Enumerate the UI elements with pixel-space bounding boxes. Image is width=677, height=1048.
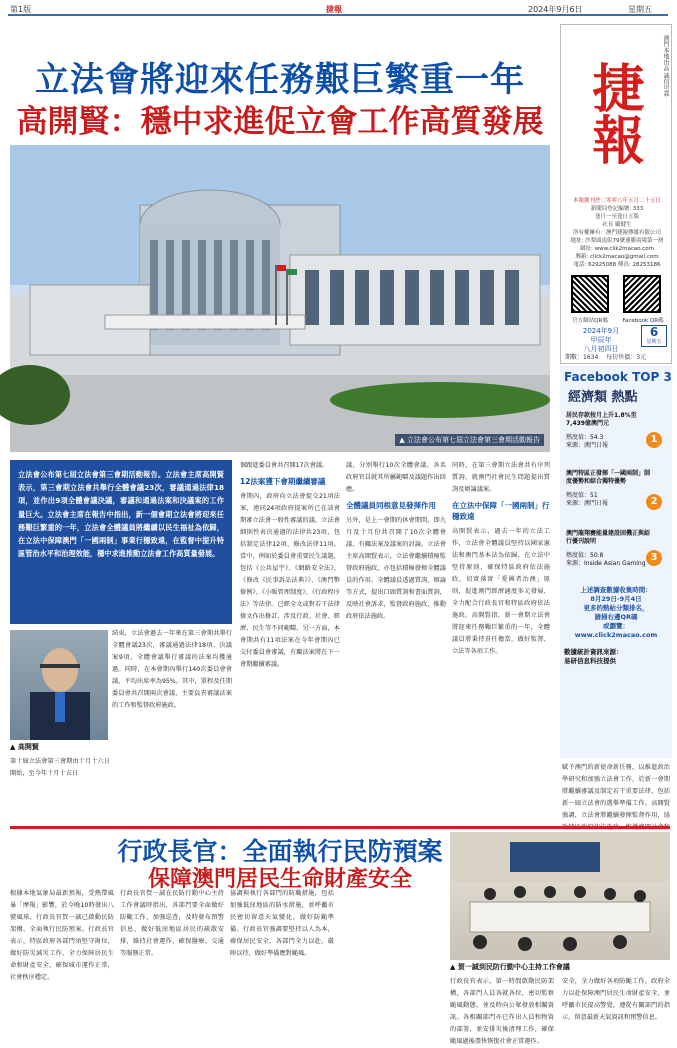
meeting-photo-caption: ▲ 賀一誠到民防行動中心主持工作會議 bbox=[450, 963, 570, 971]
promo-line: 上述調查數據收集時間： bbox=[580, 586, 652, 594]
meeting-photo bbox=[450, 832, 670, 960]
qr-label: Facebook QR碼 bbox=[622, 318, 664, 324]
info-line: 電話: 62925088 傳真: 28253186 bbox=[573, 262, 661, 268]
masthead-info bbox=[563, 197, 671, 269]
fb-panel-title: Facebook TOP 3 bbox=[564, 370, 672, 384]
promo-link[interactable]: www.click2macao.com bbox=[574, 631, 658, 639]
fb-item-source: 來源：Inside Asian Gaming bbox=[566, 560, 646, 567]
promo-line: 更多的熱帖分類排名， bbox=[583, 604, 649, 612]
day-number: 6 bbox=[649, 325, 659, 339]
column-4 bbox=[452, 460, 550, 822]
website-qr-code[interactable] bbox=[571, 275, 609, 313]
fb-item-source: 來源：澳門日報 bbox=[566, 442, 609, 449]
lead-paragraph: 立法會公布第七屆立法會第三會期活動報告。立法會主席高開賢表示，第三會期立法會共舉行全體會議23次，審議通過法律18項，並作出9項全體會議決議，審議和通過法案和決議案的工作量巨大。立法會主席在報告中指出，新一個會期立法會將迎來任務艱巨繁重的一年，立法會全體議員將繼續以民生福祉為依歸，在立法中保障澳門「一國兩制」事業行穩致遠，在監督中提升特區管治水平和治理效能，穩中求進推動立法會工作高質量發展。 bbox=[10, 460, 232, 624]
promo-line: 8月29日-9月4日 bbox=[590, 595, 642, 603]
facebook-top3-panel bbox=[560, 366, 672, 758]
fb-item-source: 來源：澳門日報 bbox=[566, 500, 609, 507]
info-line: 逢日一至逢日五版 bbox=[594, 214, 639, 220]
story2-col2: 行政長官賀一誠在民防行動中心主持工作會議時指出，各部門要全面做好防颱工作，加強巡查，及時發布預警信息，做好低窪地區居民的疏散安排，維持社會運作，確保醫療、交通等服務正常。 bbox=[120, 890, 224, 957]
masthead-title: 捷報 bbox=[583, 61, 643, 165]
col4-text: 高開賢表示，過去一年的立法工作，立法會全體議員堅持以國家憲法和澳門基本法為依歸，在立法中堅持原則，確保特區政府依法施政，切實落實「愛國者治澳」原則，促進澳門經濟適度多元發展，全力配合行政長官和特區政府依法施政。高開賢指，新一會期立法會將迎來任務艱巨繁重的一年，全體議員將秉持責任擔當，做好監督、立法等各項工作。 bbox=[452, 528, 550, 655]
story2-headline: 行政長官：全面執行民防預案 bbox=[117, 837, 443, 866]
fb-item[interactable] bbox=[566, 530, 666, 568]
page-number: 第1版 bbox=[10, 5, 32, 14]
issue-info bbox=[565, 352, 669, 361]
fb-data-source bbox=[564, 648, 668, 666]
col3-top: 議，分別舉行10次全體會議、各名政府官員就其所屬範疇及議題作出回應。 bbox=[346, 462, 446, 493]
col2-subhead: 12法案獲下會期繼續審議 bbox=[240, 477, 326, 486]
col3-subhead: 全體議員同根意見發揮作用 bbox=[346, 501, 436, 510]
issue-number: 期數：1634 bbox=[565, 354, 599, 361]
column-3 bbox=[346, 460, 446, 822]
fb-item[interactable] bbox=[566, 412, 666, 450]
col2-text: 會期內，政府向立法會提交21項法案，連同24項政府提案所已在該會期審立法會一般性審議的議，立法會細則性表決通過的法律共23項，包括制定法律12項、修改法律11項。當中，例如於委員會重要民生議題，包括《公共屋宇》、《網路安全法》、《修改《民事訴訟法典》》、《澳門幣條例》、《小販管理制度》、《行政程序法》等法律。已經全文或對若干法律條文作出修訂，涉及行政、社會、經濟、民生等不同範疇。另一方面，本會期共有11項法案在今年會期內已交付委員會審議，有關法案將在下一會期繼續審議。 bbox=[240, 493, 340, 668]
speaker-photo bbox=[10, 630, 108, 740]
info-line: 地址: 沙梨頭南街79號連勝商場第一層 bbox=[570, 238, 664, 244]
date-year-month: 2024年9月 bbox=[582, 327, 620, 335]
story2-col3: 協調與執行各部門的防颱措施，包括加強低窪地區的防水措施，並呼籲市民密切留意天氣變化，做好防颱準備。行政長官強調要堅持以人為本，確保居民安全，各部門全力以赴、嚴陣以待，做好準備應對颱風。 bbox=[230, 890, 334, 957]
date-box bbox=[565, 327, 637, 354]
info-line: 社長 顧健生 bbox=[602, 222, 632, 228]
story2-col1: 根據本地氣象局最新預報，受熱帶風暴「摩羯」影響，於今晚10時發出八號風球，行政長官賀一誠已啟動民防架構，全面執行民防預案。行政長官表示，特區政府各部門須堅守崗位，做好防災減災工作，全力保障居民生命和財產安全，確保城市運作正常，社會秩序穩定。 bbox=[10, 890, 114, 981]
column-5: 賦予澳門的新使命新任務，以推進政治學研究和加強立法會工作，於新一會期將繼續審議及制定若干重要法律，包括新一屆立法會的選舉準備工作。高開賢強調，立法會將繼續發揮監督作用，協 bbox=[562, 764, 670, 819]
issue-weekday: 星期五 bbox=[628, 5, 652, 14]
date-lunar-year: 甲辰年 bbox=[590, 336, 612, 344]
speaker-caption: ▲ 高開賢 bbox=[10, 743, 39, 751]
facebook-qr-code[interactable] bbox=[623, 275, 661, 313]
date-lunar-day: 八月初四日 bbox=[583, 345, 619, 353]
masthead-box bbox=[560, 24, 672, 364]
info-line: 郵箱: click2macao@gmail.com bbox=[575, 254, 659, 260]
fb-promo bbox=[564, 586, 668, 640]
foot-line: 易研信息科技提供 bbox=[564, 657, 616, 665]
speaker-illustration bbox=[10, 630, 108, 740]
info-line: 網址: www.clik2macao.com bbox=[580, 246, 654, 252]
photo-caption: ▲ 立法會公布第七屆立法會第三會期活動報告 bbox=[395, 434, 544, 446]
fb-item-text: 居民存款按月上升1.8%至7,439億澳門元 bbox=[566, 412, 637, 427]
day-weekday: 星期五 bbox=[646, 339, 662, 345]
story2-col5: 安全，全力做好各項防颱工作。政府全力以赴保障澳門居民生命財產安全，並呼籲市民提高警覺，遵從有關部門的指示，留意最新天氣資訊和預警信息。 bbox=[562, 978, 670, 1021]
paper-name: 捷報 bbox=[326, 5, 342, 14]
col3-text: 另外，是上一會期的休會期間，即九月及十月份共召開了10次全體會議、有關法案及議案的討論。立法會主席高開賢表示，立法會繼續積極監督政府施政，亦包括積極發揮全體議員的作用。全體議員透過質詢、辯論等方式，提出口頭質詢和書面質詢，反映社會訴求，監督政府施政，推動政府依法施政。 bbox=[346, 517, 446, 620]
foot-line: 數據統計資訊來源： bbox=[564, 648, 623, 656]
fb-item-text: 澳門特區正發揮「一國兩制」制度優勢和綜合獨特優勢 bbox=[566, 470, 651, 485]
story2-col4: 行政長官表示，第一時間啟動民防架構，各部門人員各就各位，密切監察颱風動態，並及時向公眾發放相關資訊。各相關部門亦已作出人員和物資的部署，並安排災後清理工作，確保颱風過後盡快恢復社會正常運作。 bbox=[450, 978, 554, 1045]
col1-side-text: 結束，立法會過去一年來在第三會期共舉行全體會議23次，審議通過法律18項、決議案9項，全體會議舉行審議的法案均獲通過。同時，在本會期內舉行140次委員會會議，平均出席率為95%。其中，單程及任期委員會共召開兩次會議，主要負責審議法案的工作和監督政府施政。 bbox=[112, 630, 232, 709]
col4-subhead: 在立法中保障「一國兩制」行穩致遠 bbox=[452, 501, 550, 521]
main-subheadline: 高開賢：穩中求進促立會工作高質發展 bbox=[16, 104, 544, 140]
info-line: 本報創刊於二零零八年五月二十五日 bbox=[572, 198, 661, 204]
promo-line: 請掃右邊QR碼 bbox=[594, 613, 638, 621]
fb-item[interactable] bbox=[566, 470, 666, 508]
promo-line: 或瀏覽： bbox=[603, 622, 629, 630]
info-line: 新聞局登記編號: 333 bbox=[590, 206, 644, 212]
rank-badge: 1 bbox=[646, 432, 662, 448]
column-2 bbox=[240, 460, 340, 822]
info-line: 所有權擁有：澳門捷報傳媒有限公司 bbox=[572, 230, 661, 236]
legislative-building-photo bbox=[10, 145, 550, 452]
col1-text: 第十屆立法會第三會期由十月十六日開始，至今年十月十五日 bbox=[10, 758, 110, 777]
issue-price: 每份售價：3元 bbox=[606, 354, 647, 361]
masthead-tagline: 澳門本地出品 誠信可靠 bbox=[662, 35, 669, 97]
page-header-bar bbox=[8, 2, 668, 16]
fb-item-heat: 熱度值：51 bbox=[566, 492, 598, 499]
rank-badge: 2 bbox=[646, 494, 662, 510]
meeting-illustration bbox=[450, 832, 670, 960]
fb-item-text: 澳門龍翔賽能量建設固機正與紹行優刊說明 bbox=[566, 530, 651, 545]
fb-panel-subtitle: 經濟類 熱點 bbox=[568, 390, 638, 405]
fb-item-heat: 熱度值：54.3 bbox=[566, 434, 604, 441]
issue-date: 2024年9月6日 bbox=[528, 5, 583, 14]
main-headline: 立法會將迎來任務艱巨繁重一年 bbox=[35, 60, 525, 100]
fb-item-heat: 熱度值：50.8 bbox=[566, 552, 604, 559]
qr-label: 官方網站QR碼 bbox=[572, 318, 608, 324]
day-box bbox=[641, 325, 667, 347]
story2-subheadline: 保障澳門居民生命財產安全 bbox=[147, 867, 412, 892]
building-illustration bbox=[10, 145, 550, 452]
col4-top: 同時，在第三會期立法會共有序列質詢、就澳門社會民生問題提出質詢及辯論議案。 bbox=[452, 462, 550, 493]
section-divider bbox=[10, 826, 670, 829]
rank-badge: 3 bbox=[646, 550, 662, 566]
col2-top: 個跟進委員會共召開17次會議。 bbox=[240, 462, 329, 469]
